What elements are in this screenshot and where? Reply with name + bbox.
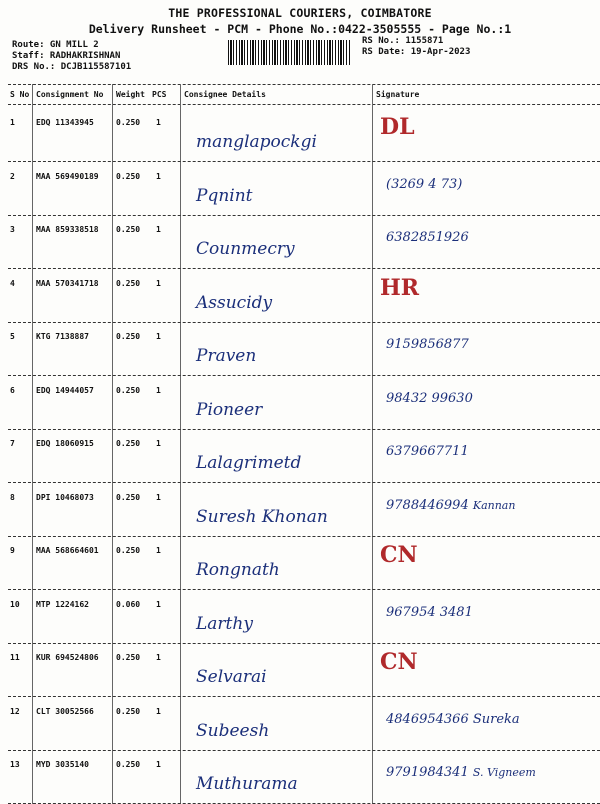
- signature: [380, 168, 462, 194]
- consignee-name: Assucidy: [196, 292, 273, 313]
- weight-value: 0.250: [116, 760, 141, 769]
- serial-number: 13: [10, 760, 20, 769]
- signature-note: S. Vigneem: [472, 766, 536, 779]
- signature: [380, 275, 425, 301]
- table-row: [0, 699, 600, 751]
- consignee-name: Counmecry: [196, 239, 295, 259]
- row-divider: [8, 696, 600, 697]
- consignment-number: MAA 859338518: [36, 225, 99, 234]
- consignment-number: MAA 568664601: [36, 546, 99, 555]
- row-divider: [8, 589, 600, 590]
- signature-text: 9791984341: [386, 765, 469, 780]
- route-label: Route: GN MILL 2: [12, 40, 99, 50]
- signature: [380, 542, 424, 568]
- weight-value: 0.250: [116, 546, 141, 555]
- pieces-value: 1: [156, 653, 161, 662]
- table-row: [0, 110, 600, 162]
- consignment-number: KUR 694524806: [36, 653, 99, 662]
- consignment-number: EDQ 11343945: [36, 118, 94, 127]
- consignment-number: MYD 3035140: [36, 760, 89, 769]
- col-consignment: Consignment No: [36, 90, 104, 99]
- row-divider: [8, 482, 600, 483]
- signature: [380, 382, 473, 408]
- signature: [380, 489, 515, 515]
- signature-text: 6379667711: [386, 444, 469, 459]
- row-divider: [8, 322, 600, 323]
- table-row: [0, 324, 600, 376]
- row-divider: [8, 750, 600, 751]
- table-row: [0, 271, 600, 323]
- weight-value: 0.250: [116, 332, 141, 341]
- consignment-number: EDQ 14944057: [36, 385, 94, 395]
- table-row: [0, 431, 600, 483]
- signature: [380, 328, 469, 354]
- row-divider: [8, 429, 600, 430]
- signature: [380, 435, 469, 461]
- serial-number: 1: [10, 118, 15, 127]
- pieces-value: 1: [156, 385, 161, 395]
- weight-value: 0.250: [116, 439, 141, 448]
- pieces-value: 1: [156, 332, 161, 341]
- pieces-value: 1: [156, 278, 161, 288]
- signature: [380, 221, 469, 247]
- consignment-number: CLT 30052566: [36, 706, 94, 716]
- signature: [380, 756, 536, 782]
- consignment-number: KTG 7138887: [36, 332, 89, 341]
- weight-value: 0.250: [116, 278, 141, 288]
- table-row: [0, 592, 600, 644]
- consignee-name: Subeesh: [196, 720, 270, 741]
- pieces-value: 1: [156, 225, 161, 234]
- consignee-name: Lalagrimetd: [196, 453, 302, 473]
- consignee-name: Pioneer: [196, 399, 263, 420]
- col-pcs: PCS: [152, 90, 167, 99]
- pieces-value: 1: [156, 760, 161, 769]
- table-row: [0, 164, 600, 216]
- consignee-name: manglapockgi: [196, 132, 317, 152]
- weight-value: 0.250: [116, 492, 141, 502]
- consignment-number: MAA 570341718: [36, 278, 99, 288]
- signature: [380, 596, 473, 622]
- consignee-name: Suresh Khonan: [196, 506, 328, 527]
- weight-value: 0.250: [116, 385, 141, 395]
- consignee-name: Rongnath: [196, 560, 280, 580]
- barcode: [228, 40, 350, 65]
- signature-text: 4846954366 Sureka: [386, 711, 520, 727]
- col-signature: Signature: [376, 90, 420, 99]
- row-divider: [8, 161, 600, 162]
- col-weight: Weight: [116, 90, 145, 99]
- signature-text: 9788446994: [386, 497, 469, 513]
- company-title: THE PROFESSIONAL COURIERS, COIMBATORE: [168, 6, 432, 20]
- consignee-name: Larthy: [196, 613, 253, 634]
- signature-text: 9159856877: [386, 337, 469, 352]
- table-row: [0, 217, 600, 269]
- status-stamp: CN: [380, 542, 418, 568]
- consignment-number: MAA 569490189: [36, 171, 99, 181]
- consignment-number: EDQ 18060915: [36, 439, 94, 448]
- pieces-value: 1: [156, 599, 161, 609]
- pieces-value: 1: [156, 439, 161, 448]
- table-row: [0, 538, 600, 590]
- consignment-number: DPI 10468073: [36, 492, 94, 502]
- pieces-value: 1: [156, 546, 161, 555]
- signature: [380, 649, 424, 675]
- consignee-name: Muthurama: [196, 774, 298, 794]
- table-row: [0, 645, 600, 697]
- serial-number: 11: [10, 653, 20, 662]
- pieces-value: 1: [156, 706, 161, 716]
- staff-label: Staff: RADHAKRISHNAN: [12, 51, 121, 61]
- signature: [380, 114, 421, 140]
- signature: [380, 703, 520, 729]
- serial-number: 12: [10, 706, 20, 716]
- row-divider: [8, 268, 600, 269]
- row-divider: [8, 215, 600, 216]
- pieces-value: 1: [156, 171, 161, 181]
- status-stamp: CN: [380, 649, 418, 675]
- weight-value: 0.250: [116, 225, 141, 234]
- header-divider-bottom: [8, 104, 600, 105]
- col-consignee: Consignee Details: [184, 90, 266, 99]
- serial-number: 3: [10, 225, 15, 234]
- signature-text: 6382851926: [386, 230, 469, 245]
- row-divider: [8, 375, 600, 376]
- serial-number: 5: [10, 332, 15, 341]
- serial-number: 9: [10, 546, 15, 555]
- signature-note: Kannan: [472, 498, 516, 512]
- signature-text: 967954 3481: [386, 604, 473, 620]
- weight-value: 0.250: [116, 653, 141, 662]
- weight-value: 0.060: [116, 599, 141, 609]
- signature-text: (3269 4 73): [386, 176, 463, 192]
- table-row: [0, 752, 600, 804]
- consignee-name: Selvarai: [196, 667, 267, 687]
- serial-number: 6: [10, 385, 15, 395]
- col-sno: S No: [10, 90, 30, 99]
- pieces-value: 1: [156, 492, 161, 502]
- drs-number: DRS No.: DCJB115587101: [12, 62, 132, 72]
- signature-text: 98432 99630: [386, 390, 473, 406]
- serial-number: 7: [10, 439, 15, 448]
- weight-value: 0.250: [116, 118, 141, 127]
- row-divider: [8, 536, 600, 537]
- table-row: [0, 378, 600, 430]
- status-stamp: HR: [380, 274, 420, 301]
- status-stamp: DL: [380, 114, 415, 140]
- table-row: [0, 485, 600, 537]
- serial-number: 8: [10, 492, 15, 502]
- rs-number: RS No.: 1155871: [362, 36, 444, 46]
- serial-number: 4: [10, 278, 15, 288]
- consignee-name: Praven: [196, 346, 257, 366]
- consignment-number: MTP 1224162: [36, 599, 89, 609]
- pieces-value: 1: [156, 118, 161, 127]
- serial-number: 10: [10, 599, 20, 609]
- rs-date: RS Date: 19-Apr-2023: [362, 47, 471, 57]
- weight-value: 0.250: [116, 706, 141, 716]
- runsheet-subtitle: Delivery Runsheet - PCM - Phone No.:0422-3505555 - Page No.:1: [88, 22, 512, 36]
- consignee-name: Pqnint: [196, 185, 253, 206]
- weight-value: 0.250: [116, 171, 141, 181]
- row-divider: [8, 643, 600, 644]
- header-divider-top: [8, 84, 600, 85]
- serial-number: 2: [10, 171, 15, 181]
